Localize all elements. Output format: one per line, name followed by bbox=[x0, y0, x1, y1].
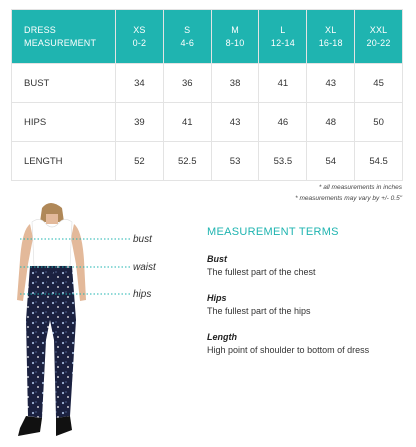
waist-label: waist bbox=[133, 262, 156, 273]
table-row-bust bbox=[12, 64, 403, 103]
row-label: HIPS bbox=[12, 103, 116, 142]
table-cell: 41 bbox=[163, 103, 211, 142]
size-header-xxl bbox=[355, 10, 403, 64]
table-cell: 48 bbox=[307, 103, 355, 142]
size-chart-table bbox=[11, 9, 403, 181]
table-cell: 52 bbox=[116, 142, 164, 181]
term-description: High point of shoulder to bottom of dress bbox=[207, 345, 370, 355]
size-range: 20-22 bbox=[366, 37, 391, 48]
size-range: 0-2 bbox=[132, 37, 147, 48]
table-cell: 53.5 bbox=[259, 142, 307, 181]
table-cell: 39 bbox=[116, 103, 164, 142]
note-line: * all measurements in inches bbox=[318, 184, 402, 191]
term-name: Length bbox=[207, 332, 237, 342]
term-name: Hips bbox=[207, 293, 227, 303]
left-shoe bbox=[18, 416, 42, 436]
size-label: M bbox=[231, 24, 239, 35]
tank-top bbox=[32, 219, 72, 266]
table-cell: 41 bbox=[259, 64, 307, 103]
size-label: S bbox=[184, 24, 191, 35]
header-label-cell bbox=[12, 10, 116, 64]
term-description: The fullest part of the hips bbox=[207, 306, 311, 316]
size-header-s bbox=[163, 10, 211, 64]
table-cell: 54.5 bbox=[355, 142, 403, 181]
table-cell: 45 bbox=[355, 64, 403, 103]
header-label-line: MEASUREMENT bbox=[24, 37, 97, 48]
table-row-length bbox=[12, 142, 403, 181]
table-cell: 43 bbox=[307, 64, 355, 103]
neck-shape bbox=[46, 214, 58, 224]
bust-label: bust bbox=[133, 234, 152, 245]
size-range: 16-18 bbox=[318, 37, 343, 48]
right-shoe bbox=[56, 416, 72, 436]
term-name: Bust bbox=[207, 254, 227, 264]
model-figure bbox=[0, 200, 200, 447]
table-cell: 50 bbox=[355, 103, 403, 142]
term-length bbox=[207, 331, 412, 357]
size-header-l bbox=[259, 10, 307, 64]
table-cell: 38 bbox=[211, 64, 259, 103]
size-range: 4-6 bbox=[180, 37, 195, 48]
size-header-xl bbox=[307, 10, 355, 64]
hips-label: hips bbox=[133, 289, 152, 300]
size-label: L bbox=[280, 24, 286, 35]
size-range: 8-10 bbox=[225, 37, 245, 48]
table-row-hips bbox=[12, 103, 403, 142]
term-hips bbox=[207, 292, 412, 318]
size-range: 12-14 bbox=[270, 37, 295, 48]
table-cell: 52.5 bbox=[163, 142, 211, 181]
table-cell: 43 bbox=[211, 103, 259, 142]
table-cell: 46 bbox=[259, 103, 307, 142]
row-label: BUST bbox=[12, 64, 116, 103]
row-label: LENGTH bbox=[12, 142, 116, 181]
header-label-line: DRESS bbox=[24, 24, 57, 35]
table-cell: 53 bbox=[211, 142, 259, 181]
note-line: * measurements may vary by +/- 0.5" bbox=[295, 195, 402, 202]
measurement-terms-panel bbox=[207, 226, 412, 370]
terms-heading: MEASUREMENT TERMS bbox=[207, 226, 339, 238]
measurement-notes bbox=[295, 182, 402, 204]
table-cell: 34 bbox=[116, 64, 164, 103]
size-header-row bbox=[12, 10, 403, 64]
size-header-xs bbox=[116, 10, 164, 64]
size-label: XS bbox=[133, 24, 146, 35]
size-label: XL bbox=[325, 24, 337, 35]
term-bust bbox=[207, 253, 412, 279]
term-description: The fullest part of the chest bbox=[207, 267, 316, 277]
patterned-pants bbox=[26, 266, 76, 418]
table-cell: 54 bbox=[307, 142, 355, 181]
size-label: XXL bbox=[369, 24, 388, 35]
table-cell: 36 bbox=[163, 64, 211, 103]
size-header-m bbox=[211, 10, 259, 64]
